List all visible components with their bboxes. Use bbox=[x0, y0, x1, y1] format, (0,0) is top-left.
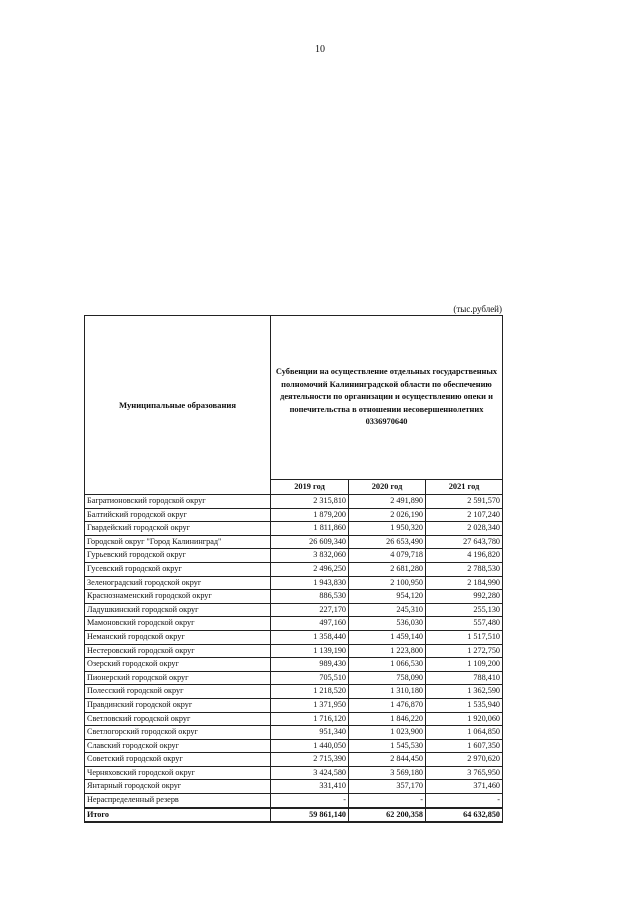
municipality-name: Гусевский городской округ bbox=[85, 562, 271, 576]
value-2019: 1 139,190 bbox=[271, 644, 349, 658]
value-2021: 1 607,350 bbox=[426, 739, 503, 753]
value-2021: 2 788,530 bbox=[426, 562, 503, 576]
value-2021: 27 643,780 bbox=[426, 535, 503, 549]
header-subvention: Субвенции на осуществление отдельных государственных полномочий Калининградской области по обеспечению деятельности по организации и осуществлению опеки и попечительства в отношении несовершеннолетних 0336970640 bbox=[271, 316, 503, 480]
value-2020: 26 653,490 bbox=[349, 535, 426, 549]
value-2021: 4 196,820 bbox=[426, 549, 503, 563]
value-2019: 1 943,830 bbox=[271, 576, 349, 590]
municipality-name: Балтийский городской округ bbox=[85, 508, 271, 522]
header-year-2021: 2021 год bbox=[426, 480, 503, 495]
table-row bbox=[85, 495, 503, 509]
municipality-name: Советский городской округ bbox=[85, 753, 271, 767]
table-row bbox=[85, 590, 503, 604]
value-2020: 1 476,870 bbox=[349, 698, 426, 712]
municipality-name: Краснознаменский городской округ bbox=[85, 590, 271, 604]
table-row bbox=[85, 794, 503, 808]
value-2021: 1 535,940 bbox=[426, 698, 503, 712]
municipality-name: Мамоновский городской округ bbox=[85, 617, 271, 631]
value-2020: 1 310,180 bbox=[349, 685, 426, 699]
value-2020: 536,030 bbox=[349, 617, 426, 631]
value-2020: 2 681,280 bbox=[349, 562, 426, 576]
table-row bbox=[85, 576, 503, 590]
municipality-name: Багратионовский городской округ bbox=[85, 495, 271, 509]
value-2019: 1 879,200 bbox=[271, 508, 349, 522]
table-row bbox=[85, 549, 503, 563]
value-2019: 2 315,810 bbox=[271, 495, 349, 509]
total-2019: 59 861,140 bbox=[271, 808, 349, 823]
table-row bbox=[85, 753, 503, 767]
value-2021: 2 970,620 bbox=[426, 753, 503, 767]
value-2019: 705,510 bbox=[271, 671, 349, 685]
value-2020: 3 569,180 bbox=[349, 766, 426, 780]
municipality-name: Правдинский городской округ bbox=[85, 698, 271, 712]
table-row bbox=[85, 603, 503, 617]
value-2021: 255,130 bbox=[426, 603, 503, 617]
value-2019: - bbox=[271, 794, 349, 808]
value-2020: 2 100,950 bbox=[349, 576, 426, 590]
value-2020: 2 844,450 bbox=[349, 753, 426, 767]
table-row bbox=[85, 739, 503, 753]
value-2019: 1 440,050 bbox=[271, 739, 349, 753]
municipality-name: Неманский городской округ bbox=[85, 630, 271, 644]
value-2020: 1 066,530 bbox=[349, 658, 426, 672]
table-row bbox=[85, 535, 503, 549]
municipality-name: Зеленоградский городской округ bbox=[85, 576, 271, 590]
table-row bbox=[85, 508, 503, 522]
value-2019: 1 371,950 bbox=[271, 698, 349, 712]
value-2020: 357,170 bbox=[349, 780, 426, 794]
value-2019: 1 358,440 bbox=[271, 630, 349, 644]
value-2019: 1 218,520 bbox=[271, 685, 349, 699]
municipality-name: Полесский городской округ bbox=[85, 685, 271, 699]
value-2021: 557,480 bbox=[426, 617, 503, 631]
table-row bbox=[85, 562, 503, 576]
value-2021: 992,280 bbox=[426, 590, 503, 604]
value-2019: 951,340 bbox=[271, 726, 349, 740]
municipality-name: Ладушкинский городской округ bbox=[85, 603, 271, 617]
value-2019: 331,410 bbox=[271, 780, 349, 794]
table-row bbox=[85, 726, 503, 740]
value-2020: 1 459,140 bbox=[349, 630, 426, 644]
table-row bbox=[85, 617, 503, 631]
value-2020: 4 079,718 bbox=[349, 549, 426, 563]
value-2021: 3 765,950 bbox=[426, 766, 503, 780]
table-row bbox=[85, 766, 503, 780]
value-2019: 2 715,390 bbox=[271, 753, 349, 767]
value-2020: 2 026,190 bbox=[349, 508, 426, 522]
table-row bbox=[85, 658, 503, 672]
municipality-name: Нераспределенный резерв bbox=[85, 794, 271, 808]
value-2021: 1 362,590 bbox=[426, 685, 503, 699]
value-2021: 1 517,510 bbox=[426, 630, 503, 644]
municipality-name: Светлогорский городской округ bbox=[85, 726, 271, 740]
header-municipality: Муниципальные образования bbox=[85, 316, 271, 495]
value-2019: 1 811,860 bbox=[271, 522, 349, 536]
value-2019: 3 832,060 bbox=[271, 549, 349, 563]
value-2021: 1 109,200 bbox=[426, 658, 503, 672]
table-row bbox=[85, 685, 503, 699]
value-2019: 227,170 bbox=[271, 603, 349, 617]
value-2021: 2 591,570 bbox=[426, 495, 503, 509]
value-2019: 26 609,340 bbox=[271, 535, 349, 549]
municipality-name: Городской округ "Город Калининград" bbox=[85, 535, 271, 549]
municipality-name: Нестеровский городской округ bbox=[85, 644, 271, 658]
municipality-name: Озерский городской округ bbox=[85, 658, 271, 672]
value-2020: 245,310 bbox=[349, 603, 426, 617]
municipality-name: Гвардейский городской округ bbox=[85, 522, 271, 536]
table-row bbox=[85, 698, 503, 712]
municipality-name: Янтарный городской округ bbox=[85, 780, 271, 794]
units-label: (тыс.рублей) bbox=[453, 304, 502, 314]
value-2019: 497,160 bbox=[271, 617, 349, 631]
value-2020: 1 023,900 bbox=[349, 726, 426, 740]
value-2020: 758,090 bbox=[349, 671, 426, 685]
value-2019: 989,430 bbox=[271, 658, 349, 672]
total-2021: 64 632,850 bbox=[426, 808, 503, 823]
value-2020: - bbox=[349, 794, 426, 808]
header-year-2020: 2020 год bbox=[349, 480, 426, 495]
table-row bbox=[85, 712, 503, 726]
value-2021: 371,460 bbox=[426, 780, 503, 794]
total-2020: 62 200,358 bbox=[349, 808, 426, 823]
table-row bbox=[85, 522, 503, 536]
table-row bbox=[85, 644, 503, 658]
value-2020: 1 545,530 bbox=[349, 739, 426, 753]
table-row bbox=[85, 671, 503, 685]
total-row bbox=[85, 808, 503, 823]
total-label: Итого bbox=[85, 808, 271, 823]
value-2019: 3 424,580 bbox=[271, 766, 349, 780]
value-2021: 1 064,850 bbox=[426, 726, 503, 740]
value-2021: 2 107,240 bbox=[426, 508, 503, 522]
table-row bbox=[85, 630, 503, 644]
value-2021: 1 920,060 bbox=[426, 712, 503, 726]
municipality-name: Светловский городской округ bbox=[85, 712, 271, 726]
value-2021: 788,410 bbox=[426, 671, 503, 685]
table-row bbox=[85, 780, 503, 794]
value-2019: 2 496,250 bbox=[271, 562, 349, 576]
value-2019: 1 716,120 bbox=[271, 712, 349, 726]
value-2020: 1 846,220 bbox=[349, 712, 426, 726]
subvention-table bbox=[84, 315, 503, 823]
value-2020: 954,120 bbox=[349, 590, 426, 604]
value-2021: 2 184,990 bbox=[426, 576, 503, 590]
municipality-name: Славский городской округ bbox=[85, 739, 271, 753]
page-number: 10 bbox=[315, 44, 325, 55]
municipality-name: Пионерский городской округ bbox=[85, 671, 271, 685]
header-year-2019: 2019 год bbox=[271, 480, 349, 495]
municipality-name: Гурьевский городской округ bbox=[85, 549, 271, 563]
table-body bbox=[85, 495, 503, 808]
value-2020: 1 223,800 bbox=[349, 644, 426, 658]
value-2021: 2 028,340 bbox=[426, 522, 503, 536]
value-2020: 1 950,320 bbox=[349, 522, 426, 536]
value-2021: 1 272,750 bbox=[426, 644, 503, 658]
value-2019: 886,530 bbox=[271, 590, 349, 604]
value-2021: - bbox=[426, 794, 503, 808]
municipality-name: Черняховский городской округ bbox=[85, 766, 271, 780]
value-2020: 2 491,890 bbox=[349, 495, 426, 509]
